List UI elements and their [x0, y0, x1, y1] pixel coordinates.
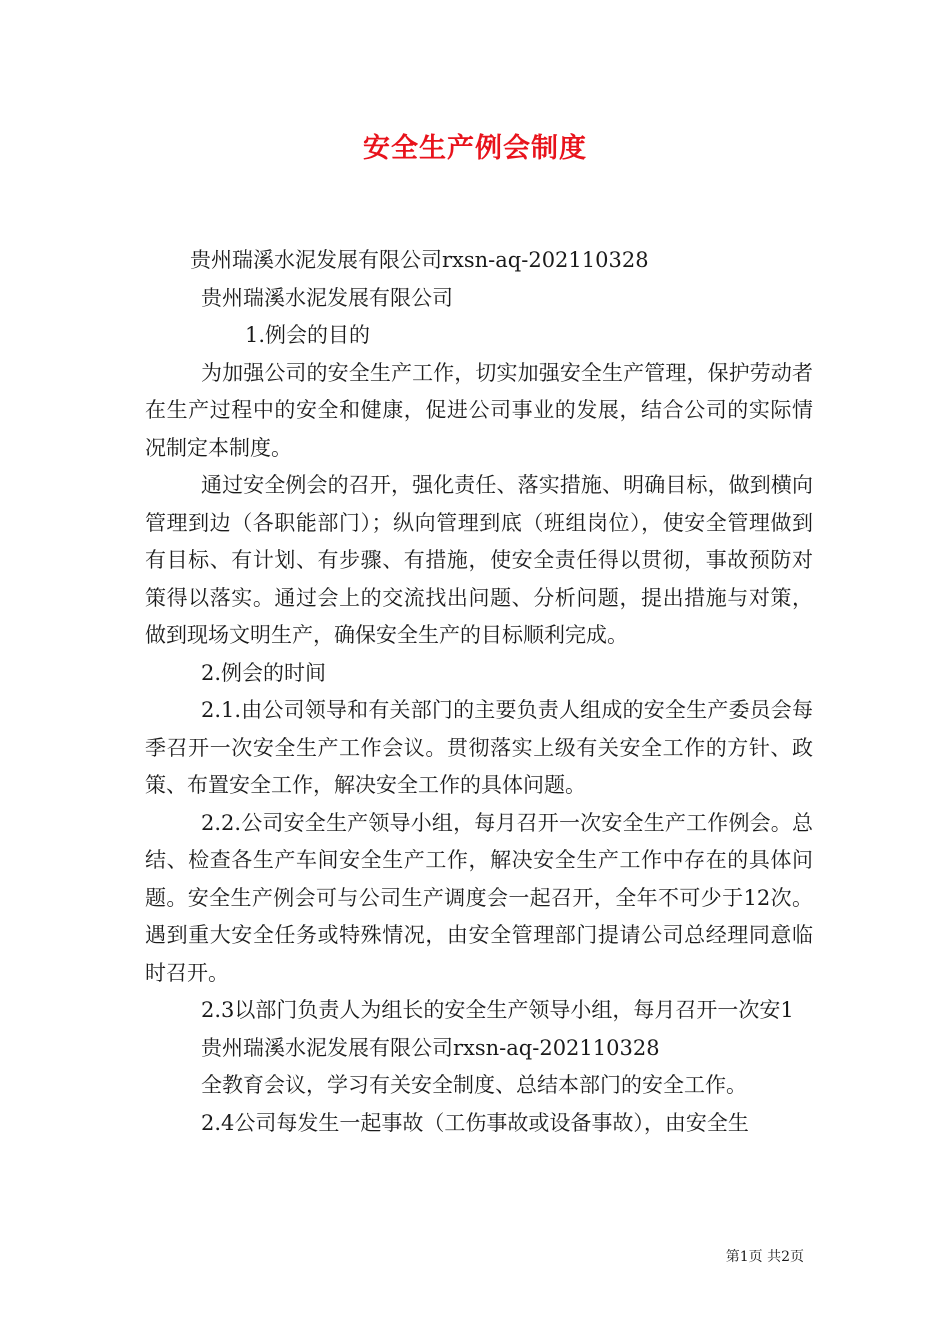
footer-suffix: 页 — [790, 1249, 804, 1265]
paragraph-2-1: 2.1.由公司领导和有关部门的主要负责人组成的安全生产委员会每季召开一次安全生产工作会议。贯彻落实上级有关安全工作的方针、政策、布置安全工作，解决安全工作的具体问题。 — [145, 698, 813, 797]
paragraph-goals: 通过安全例会的召开，强化责任、落实措施、明确目标，做到横向管理到边（各职能部门）；纵向管理到底（班组岗位），使安全管理做到有目标、有计划、有步骤、有措施，使安全责任得以贯彻，事故预防对策得以落实。通过会上的交流找出问题、分析问题，提出措施与对策，做到现场文明生产，确保安全生产的目标顺利完成。 — [145, 473, 813, 647]
company-name-line: 贵州瑞溪水泥发展有限公司 — [201, 285, 453, 310]
section-heading-time: 2.例会的时间 — [201, 660, 327, 685]
footer-prefix: 第 — [725, 1249, 740, 1265]
header-code-line-repeat: 贵州瑞溪水泥发展有限公司rxsn-aq-202110328 — [201, 1035, 660, 1060]
document-body — [145, 242, 813, 1142]
footer-middle: 页 共 — [748, 1249, 782, 1265]
paragraph-2-2: 2.2.公司安全生产领导小组，每月召开一次安全生产工作例会。总结、检查各生产车间安全生产工作，解决安全生产工作中存在的具体问题。安全生产例会可与公司生产调度会一起召开，全年不可少于12次。遇到重大安全任务或特殊情况，由安全管理部门提请公司总经理同意临时召开。 — [145, 810, 813, 985]
footer-current-page: 1 — [739, 1249, 749, 1265]
header-code-line: 贵州瑞溪水泥发展有限公司rxsn-aq-202110328 — [190, 248, 649, 272]
page-number-footer — [726, 1248, 804, 1266]
paragraph-2-3: 2.3以部门负责人为组长的安全生产领导小组，每月召开一次安1 — [201, 998, 794, 1022]
paragraph-2-4: 2.4公司每发生一起事故（工伤事故或设备事故），由安全生 — [201, 1110, 749, 1135]
footer-total-pages: 2 — [781, 1249, 790, 1265]
paragraph-purpose: 为加强公司的安全生产工作，切实加强安全生产管理，保护劳动者在生产过程中的安全和健康，促进公司事业的发展，结合公司的实际情况制定本制度。 — [145, 360, 813, 460]
section-heading-purpose: 1.例会的目的 — [245, 323, 371, 347]
document-title: 安全生产例会制度 — [363, 133, 587, 164]
paragraph-2-3-continued: 全教育会议，学习有关安全制度、总结本部门的安全工作。 — [201, 1073, 747, 1097]
